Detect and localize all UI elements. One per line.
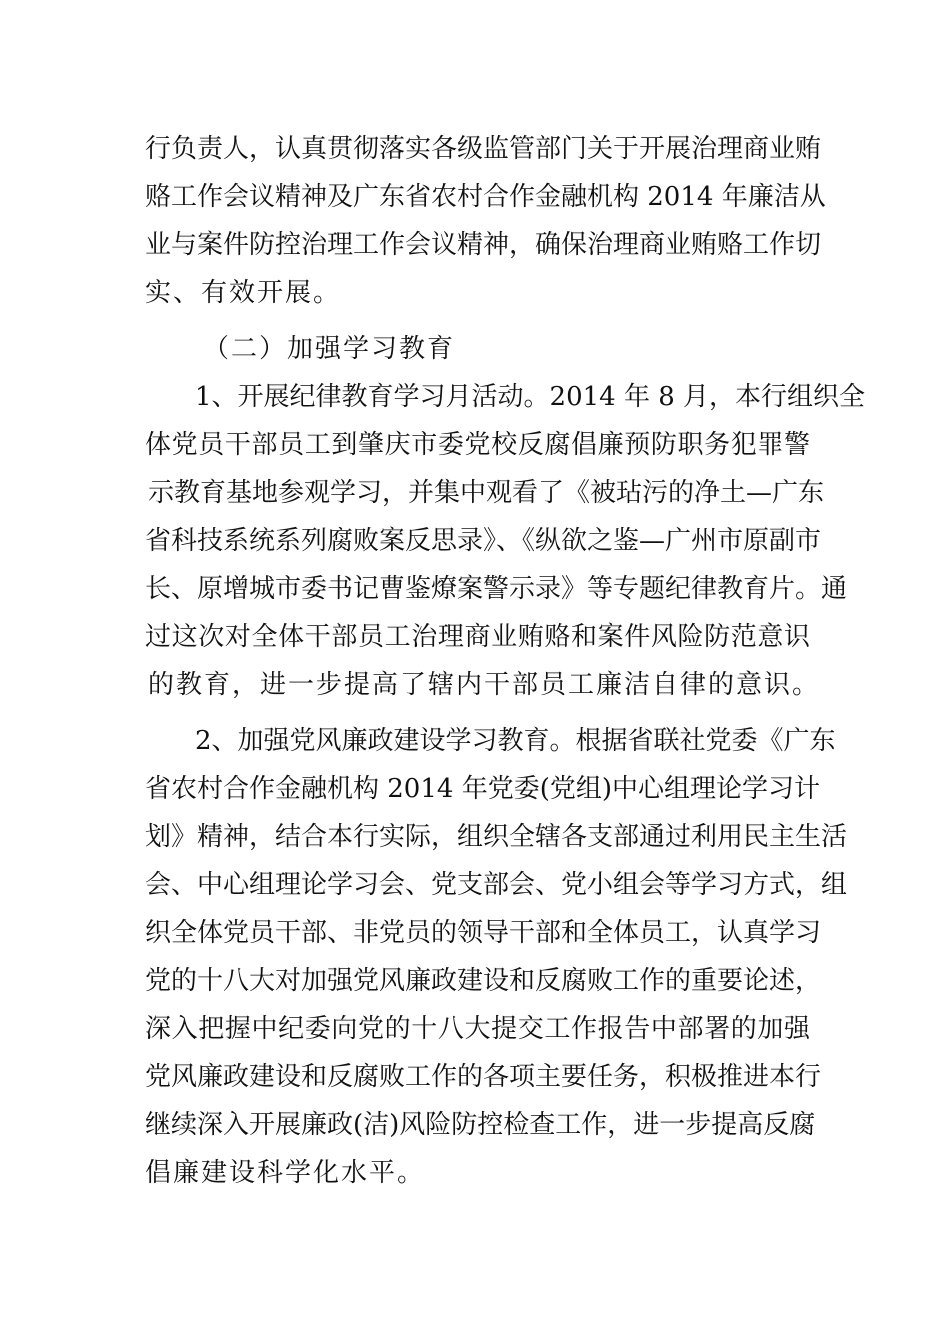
paragraph-line: 省农村合作金融机构 2014 年党委(党组)中心组理论学习计: [145, 774, 820, 804]
paragraph-line: 党的十八大对加强党风廉政建设和反腐败工作的重要论述，: [145, 966, 822, 996]
paragraph-line: 长、原增城市委书记曹鉴燎案警示录》等专题纪律教育片。通: [145, 574, 848, 604]
paragraph-line: 的教育，进一步提高了辖内干部员工廉洁自律的意识。: [148, 670, 821, 700]
paragraph-line: 省科技系统系列腐败案反思录》、《纵欲之鉴—广州市原副市: [145, 526, 822, 556]
paragraph-line: 党风廉政建设和反腐败工作的各项主要任务，积极推进本行: [145, 1062, 822, 1092]
paragraph-line: 织全体党员干部、非党员的领导干部和全体员工，认真学习: [145, 918, 822, 948]
paragraph-line: 会、中心组理论学习会、党支部会、党小组会等学习方式，组: [145, 870, 848, 900]
paragraph-line: 过这次对全体干部员工治理商业贿赂和案件风险防范意识: [145, 622, 810, 652]
paragraph-line: 深入把握中纪委向党的十八大提交工作报告中部署的加强: [145, 1014, 810, 1044]
paragraph-line: 2、加强党风廉政建设学习教育。根据省联社党委《广东: [195, 726, 836, 756]
paragraph-line: 赂工作会议精神及广东省农村合作金融机构 2014 年廉洁从: [145, 182, 826, 212]
paragraph-line: 倡廉建设科学化水平。: [145, 1158, 426, 1188]
paragraph-line: 继续深入开展廉政(洁)风险防控检查工作，进一步提高反腐: [145, 1110, 816, 1140]
paragraph-line: 业与案件防控治理工作会议精神，确保治理商业贿赂工作切: [145, 230, 822, 260]
section-heading: （二）加强学习教育: [203, 334, 456, 364]
paragraph-line: 体党员干部员工到肇庆市委党校反腐倡廉预防职务犯罪警: [145, 430, 810, 460]
paragraph-line: 行负责人，认真贯彻落实各级监管部门关于开展治理商业贿: [145, 134, 822, 164]
paragraph-line: 示教育基地参观学习，并集中观看了《被玷污的净土—广东: [148, 478, 825, 508]
paragraph-line: 1、开展纪律教育学习月活动。2014 年 8 月，本行组织全: [195, 382, 866, 412]
paragraph-line: 实、有效开展。: [145, 278, 342, 308]
paragraph-line: 划》精神，结合本行实际，组织全辖各支部通过利用民主生活: [145, 822, 848, 852]
